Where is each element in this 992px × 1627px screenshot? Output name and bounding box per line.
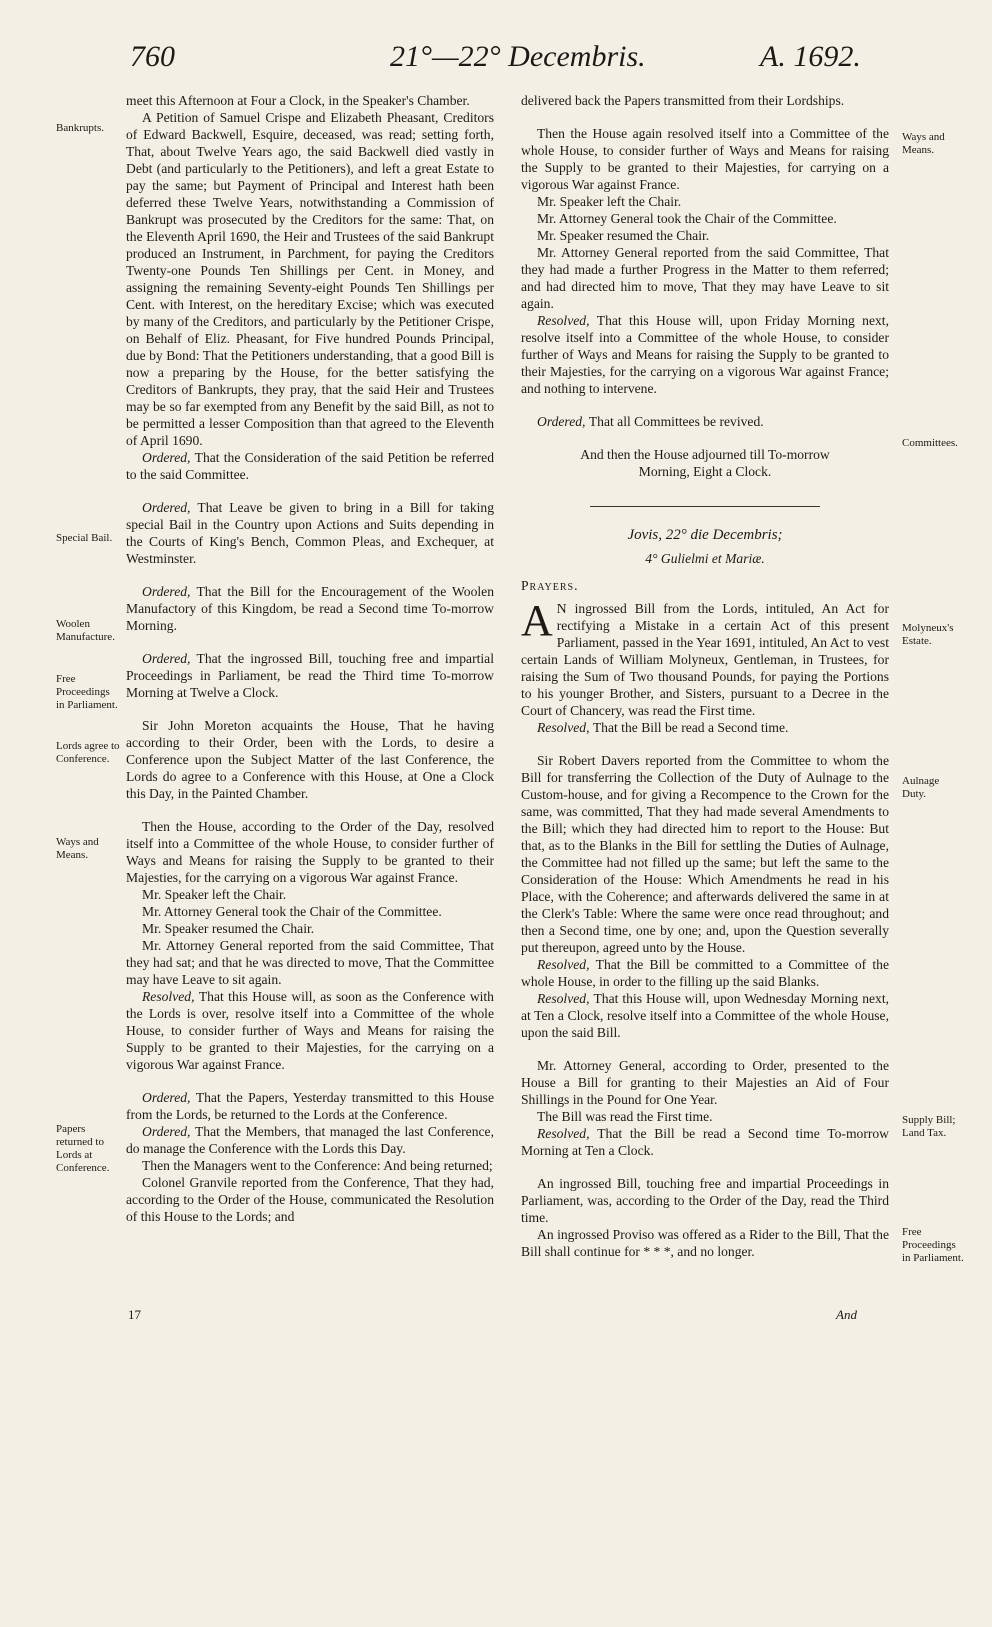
signature-mark: 17: [128, 1307, 141, 1322]
regnal-year: 4° Gulielmi et Mariæ.: [645, 551, 765, 566]
paragraph: [521, 244, 889, 312]
paragraph: [521, 1057, 889, 1108]
paragraph-text: That all Committees be revived.: [588, 414, 764, 429]
paragraph: [521, 193, 889, 210]
margin-note: Papers returned to Lords at Conference.: [56, 1123, 110, 1174]
paragraph: [521, 719, 889, 736]
paragraph: [521, 752, 889, 956]
margin-note: Ways and Means.: [56, 836, 99, 861]
section-rule: [590, 506, 820, 507]
paragraph-text: That this House will, upon Wednesday Morning next, at Ten a Clock, resolve itself into a Committee of the whole House, upon the said Bill.: [521, 991, 889, 1040]
left-column: [126, 92, 494, 1225]
paragraph: [521, 227, 889, 244]
page-number: 760: [130, 40, 175, 73]
paragraph: [126, 499, 494, 567]
paragraph: [521, 1108, 889, 1125]
paragraph-text: That the Bill for the Encouragement of the Woolen Manufactory of this Kingdom, be read a Second time To-morrow Morning.: [126, 584, 494, 633]
paragraph-lead: Ordered,: [142, 1124, 195, 1139]
paragraph-lead: Resolved,: [537, 1126, 598, 1141]
paragraph-lead: Ordered,: [142, 500, 198, 515]
paragraph: [126, 583, 494, 634]
paragraph-text: Then the Managers went to the Conference: And being returned;: [142, 1158, 493, 1173]
paragraph: [521, 990, 889, 1041]
margin-note: Ways and Means.: [902, 131, 945, 156]
paragraph: [521, 210, 889, 227]
paragraph-text: A Petition of Samuel Crispe and Elizabeth Pheasant, Creditors of Edward Backwell, Esquire, deceased, was read; setting forth, That, about Twelve Years ago, the said Backwell died vastly in Debt (and particularly to the Petitioners), and left a great Estate to pay the same; but Payment of Principal and Interest hath been deferred these Twelve Years, notwithstanding a Commission of Bankrupt was prosecuted by the Creditors for the same: That, on the Eleventh April 1690, the Heir and Trustees of the said Bankrupt produced an Instrument, in Parchment, for paying the Creditors Twenty-one Pounds Ten Shillings per Cent. in Money, and assigning the remaining Seventy-eight Pounds Ten Shillings per Cent. with Interest, on the hereditary Excise; which was executed by many of the Creditors, and particularly by the Petitioner Crispe, on Behalf of Eliz. Pheasant, for Five hundred Pounds Principal, due by Bond: That the Petitioners understanding, that a good Bill is now a preparing by the House, for the better satisfying the Creditors of Bankrupts, they pray, that the said Heir and Trustees may be so far exempted from any Benefit by the said Bill, as not to be permitted a lesser Composition than that agreed to the Eleventh of April 1690.: [126, 110, 494, 448]
margin-note: Committees.: [902, 437, 958, 449]
paragraph-text: Then the House, according to the Order of the Day, resolved itself into a Committee of the whole House, to consider further of Ways and Means for raising the Supply to be granted to their Majesties, for the carrying on a vigorous War against France.: [126, 819, 494, 885]
margin-note: Woolen Manufacture.: [56, 618, 115, 643]
paragraph: [126, 449, 494, 483]
paragraph: [521, 125, 889, 193]
paragraph-text: That this House will, upon Friday Morning next, resolve itself into a Committee of the whole House, to consider further of Ways and Means for raising the Supply to be granted to their Majesties, for the carrying on a vigorous War against France; and nothing to intervene.: [521, 313, 889, 396]
paragraph-text: meet this Afternoon at Four a Clock, in the Speaker's Chamber.: [126, 93, 470, 108]
paragraph: [521, 1175, 889, 1226]
paragraph-lead: Ordered,: [142, 1090, 196, 1105]
paragraph-lead: Ordered,: [142, 450, 195, 465]
paragraph-lead: Ordered,: [142, 584, 197, 599]
margin-note: Free Proceedings in Parliament.: [56, 673, 118, 711]
paragraph: [126, 650, 494, 701]
paragraph: [126, 1157, 494, 1174]
drop-cap: A: [521, 596, 553, 645]
paragraph: [521, 956, 889, 990]
paragraph: [521, 1125, 889, 1159]
paragraph-text: Mr. Attorney General reported from the said Committee, That they had made a further Progress in the Matter to them referred; and had directed him to move, That they may have Leave to sit again.: [521, 245, 889, 311]
adjourn-line: And then the House adjourned till To-morrow Morning, Eight a Clock.: [580, 447, 830, 479]
paragraph-lead: Ordered,: [537, 414, 589, 429]
margin-note: Free Proceedings in Parliament.: [902, 1226, 964, 1264]
margin-note: Aulnage Duty.: [902, 775, 940, 800]
paragraph-text: That the Consideration of the said Petition be referred to the said Committee.: [126, 450, 494, 482]
paragraph: [126, 1174, 494, 1225]
paragraph: [126, 886, 494, 903]
paragraph: [126, 717, 494, 802]
right-column-top: [521, 92, 889, 430]
paragraph: [521, 413, 889, 430]
paragraph-text: That the Papers, Yesterday transmitted to this House from the Lords, be returned to the Lords at the Conference.: [126, 1090, 494, 1122]
paragraph: [521, 1226, 889, 1260]
day-heading: Jovis, 22° die Decembris;: [627, 527, 783, 543]
paragraph-text: Colonel Granvile reported from the Conference, That they had, according to the Order of the House, communicated the Resolution of this House to the Lords; and: [126, 1175, 494, 1224]
paragraph-text: Mr. Attorney General took the Chair of the Committee.: [537, 211, 837, 226]
paragraph-text: Mr. Speaker left the Chair.: [537, 194, 682, 209]
paragraph-text: Mr. Speaker resumed the Chair.: [537, 228, 710, 243]
paragraph-text: Mr. Attorney General took the Chair of the Committee.: [142, 904, 442, 919]
paragraph-text: Sir John Moreton acquaints the House, That he having according to their Order, been with the Lords, to desire a Conference upon the Subject Matter of the last Conference, the Lords do agree to a Conference with this House, at One a Clock this Day, in the Painted Chamber.: [126, 718, 494, 801]
paragraph: [126, 818, 494, 886]
paragraph: [126, 92, 494, 109]
paragraph: [126, 1089, 494, 1123]
paragraph-text: That the Members, that managed the last Conference, do manage the Conference with the Lords this Day.: [126, 1124, 494, 1156]
paragraph: [126, 109, 494, 449]
paragraph-text: That Leave be given to bring in a Bill for taking special Bail in the Country upon Actions and Suits depending in the Courts of King's Bench, Common Pleas, and Exchequer, at Westminster.: [126, 500, 494, 566]
margin-note: Molyneux's Estate.: [902, 622, 954, 647]
margin-note: Special Bail.: [56, 532, 113, 544]
paragraph-text: That the ingrossed Bill, touching free and impartial Proceedings in Parliament, be read the Third time To-morrow Morning at Twelve a Clock.: [126, 651, 494, 700]
paragraph-lead: Resolved,: [537, 720, 593, 735]
paragraph-lead: Resolved,: [142, 989, 199, 1004]
paragraph-text: delivered back the Papers transmitted from their Lordships.: [521, 93, 845, 108]
paragraph: [521, 596, 889, 719]
paragraph-lead: Resolved,: [537, 991, 594, 1006]
paragraph: [126, 937, 494, 988]
paragraph: [126, 903, 494, 920]
margin-note: Bankrupts.: [56, 122, 104, 134]
right-column: [521, 92, 889, 1260]
paragraph-text: An ingrossed Bill, touching free and impartial Proceedings in Parliament, was, according to the Order of the Day, read the Third time.: [521, 1176, 889, 1225]
paragraph-text: N ingrossed Bill from the Lords, intituled, An Act for rectifying a Mistake in a certain Act of this present Parliament, passed in the Year 1691, intituled, An Act to vest certain Lands of William Molyneux, Gentleman, in Trustees, for raising the Sum of Two thousand Pounds, for paying the Portions to his younger Brother, and Sisters, pursuant to a Decree in the Court of Chancery, was read the First time.: [521, 601, 889, 718]
page-date: 21°—22° Decembris.: [390, 40, 646, 73]
page-header: [0, 40, 992, 100]
catchword: And: [836, 1307, 857, 1322]
page-year: A. 1692.: [760, 40, 861, 73]
paragraph: [126, 920, 494, 937]
paragraph-lead: Resolved,: [537, 957, 596, 972]
paragraph: [126, 1123, 494, 1157]
margin-note: Lords agree to Conference.: [56, 740, 120, 765]
margin-note: Supply Bill; Land Tax.: [902, 1114, 956, 1139]
paragraph-text: That the Bill be read a Second time To-morrow Morning at Ten a Clock.: [521, 1126, 889, 1158]
paragraph-text: Mr. Attorney General reported from the said Committee, That they had sat; and that he was directed to move, That the Committee may have Leave to sit again.: [126, 938, 494, 987]
paragraph-lead: Resolved,: [537, 313, 597, 328]
paragraph-text: That the Bill be read a Second time.: [592, 720, 789, 735]
paragraph-text: An ingrossed Proviso was offered as a Rider to the Bill, That the Bill shall continue for * * *, and no longer.: [521, 1227, 889, 1259]
paragraph: [521, 312, 889, 397]
paragraph-text: That the Bill be committed to a Committee of the whole House, in order to the filling up the said Blanks.: [521, 957, 889, 989]
paragraph-text: Mr. Speaker left the Chair.: [142, 887, 287, 902]
prayers-heading: Prayers.: [521, 578, 579, 593]
paragraph-text: Then the House again resolved itself into a Committee of the whole House, to consider further of Ways and Means for raising the Supply to be granted to their Majesties, for carrying on a vigorous War against France.: [521, 126, 889, 192]
paragraph-text: That this House will, as soon as the Conference with the Lords is over, resolve itself into a Committee of the whole House, to consider further of Ways and Means for raising the Supply to be granted to their Majesties, for the carrying on a vigorous War against France.: [126, 989, 494, 1072]
paragraph-text: Mr. Speaker resumed the Chair.: [142, 921, 315, 936]
right-column-bottom: [521, 596, 889, 1260]
paragraph: [126, 988, 494, 1073]
paragraph-text: Mr. Attorney General, according to Order, presented to the House a Bill for granting to their Majesties an Aid of Four Shillings in the Pound for One Year.: [521, 1058, 889, 1107]
paragraph-text: Sir Robert Davers reported from the Committee to whom the Bill for transferring the Collection of the Duty of Aulnage to the Custom-house, and for giving a Recompence to the Crown for the same, was committed, That they had made several Amendments to the Bill; which they had directed him to report to the House: But that, as to the Blanks in the Bill for settling the Duties of Aulnage, the Committee had not filled up the same; but left the same to the Consideration of the House: Which Amendments he read in his Place, with the Coherence; and afterwards delivered the same in at the Clerk's Table: Where the same were once read throughout; and then a Second time, one by one; and, upon the Question severally put thereupon, agreed unto by the House.: [521, 753, 889, 955]
paragraph-text: The Bill was read the First time.: [537, 1109, 713, 1124]
paragraph-lead: Ordered,: [142, 651, 197, 666]
paragraph: [521, 92, 889, 109]
